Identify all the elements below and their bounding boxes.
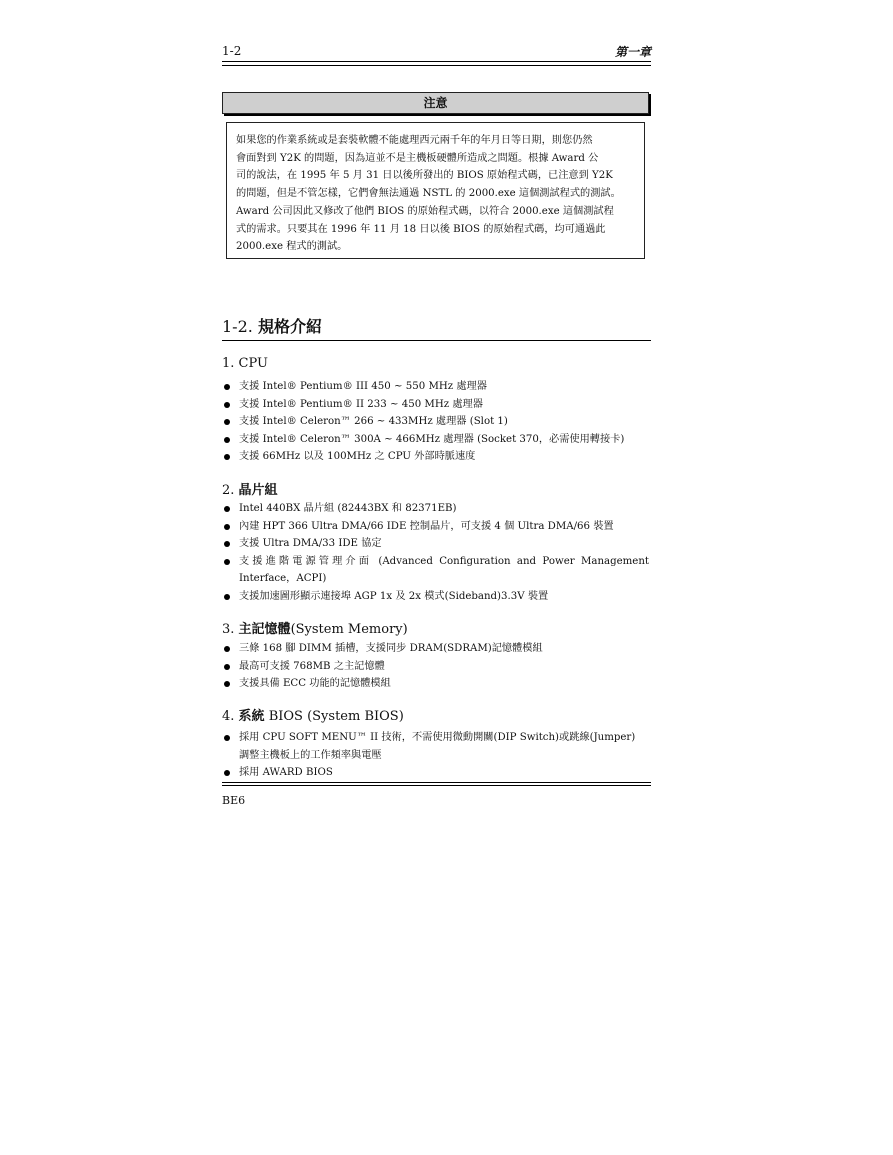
list-item: 支援加速圖形顯示連接埠 AGP 1x 及 2x 模式(Sideband)3.3V 裝置 xyxy=(222,588,649,606)
bullet-icon xyxy=(224,454,230,460)
bullet-icon xyxy=(224,664,230,670)
chapter-label: 第一章 xyxy=(614,45,651,59)
chipset-heading: 2. 晶片組 xyxy=(222,483,278,498)
bullet-icon xyxy=(224,735,230,741)
note-line: 的問題，但是不管怎樣，它們會無法通過 NSTL 的 2000.exe 這個測試程式的測試。 xyxy=(236,188,621,200)
footer-rule xyxy=(222,785,651,786)
bios-heading: 4. 系統 BIOS (System BIOS) xyxy=(222,709,404,724)
header-rule xyxy=(222,61,651,62)
note-line: 式的需求。只要其在 1996 年 11 月 18 日以後 BIOS 的原始程式碼，均可通過此 xyxy=(236,223,606,235)
bullet-icon xyxy=(224,681,230,687)
memory-list xyxy=(222,640,649,693)
memory-heading: 3. 主記憶體(System Memory) xyxy=(222,622,408,637)
bullet-icon xyxy=(224,524,230,530)
list-item: 支援 Intel® Celeron™ 266 ~ 433MHz 處理器 (Slot 1) xyxy=(222,413,649,431)
list-item: 支援 Intel® Pentium® III 450 ~ 550 MHz 處理器 xyxy=(222,378,649,396)
note-box xyxy=(226,122,645,259)
header-rule-thin xyxy=(222,65,651,66)
bullet-icon xyxy=(224,384,230,390)
section-number: 1-2. xyxy=(222,317,253,336)
footer-rule-thin xyxy=(222,782,651,783)
section-rule xyxy=(222,340,651,341)
section-title xyxy=(222,314,322,337)
bios-list xyxy=(222,729,649,782)
section-heading: 規格介紹 xyxy=(257,317,322,336)
bullet-icon xyxy=(224,402,230,408)
list-item: 三條 168 腳 DIMM 插槽，支援同步 DRAM(SDRAM)記憶體模組 xyxy=(222,640,649,658)
bullet-icon xyxy=(224,646,230,652)
list-item: Intel 440BX 晶片組 (82443BX 和 82371EB) xyxy=(222,500,649,518)
list-item: 支援進階電源管理介面 (Advanced Configuration and Power Management Interface，ACPI) xyxy=(222,553,649,588)
bullet-icon xyxy=(224,541,230,547)
list-item: 支援 Ultra DMA/33 IDE 協定 xyxy=(222,535,649,553)
list-item: 採用 CPU SOFT MENU™ II 技術，不需使用微動開關(DIP Switch)或跳線(Jumper) 調整主機板上的工作頻率與電壓 xyxy=(222,729,649,764)
note-line: 會面對到 Y2K 的問題，因為這並不是主機板硬體所造成之問題。根據 Award 公 xyxy=(236,152,599,164)
cpu-heading: 1. CPU xyxy=(222,356,268,371)
list-item: 內建 HPT 366 Ultra DMA/66 IDE 控制晶片，可支援 4 個 Ultra DMA/66 裝置 xyxy=(222,518,649,536)
list-item: 支援 Intel® Pentium® II 233 ~ 450 MHz 處理器 xyxy=(222,396,649,414)
note-title-bar: 注意 xyxy=(222,92,649,114)
list-item: 支援具備 ECC 功能的記憶體模組 xyxy=(222,675,649,693)
cpu-list xyxy=(222,378,649,466)
bullet-icon xyxy=(224,559,230,565)
note-line: 2000.exe 程式的測試。 xyxy=(236,241,348,253)
list-item: 最高可支援 768MB 之主記憶體 xyxy=(222,658,649,676)
bullet-icon xyxy=(224,594,230,600)
footer-label: BE6 xyxy=(222,794,246,807)
chipset-list xyxy=(222,500,649,605)
note-line: 如果您的作業系統或是套裝軟體不能處理西元兩千年的年月日等日期，則您仍然 xyxy=(236,135,593,146)
note-line: 司的說法，在 1995 年 5 月 31 日以後所發出的 BIOS 原始程式碼，已注意到 Y2K xyxy=(236,170,613,182)
list-item: 支援 Intel® Celeron™ 300A ~ 466MHz 處理器 (Socket 370，必需使用轉接卡) xyxy=(222,431,649,449)
bullet-icon xyxy=(224,770,230,776)
bullet-icon xyxy=(224,419,230,425)
bullet-icon xyxy=(224,437,230,443)
list-item: 支援 66MHz 以及 100MHz 之 CPU 外部時脈速度 xyxy=(222,448,649,466)
note-line: Award 公司因此又修改了他們 BIOS 的原始程式碼，以符合 2000.exe 這個測試程 xyxy=(236,205,614,217)
page-number: 1-2 xyxy=(222,44,242,58)
list-item: 採用 AWARD BIOS xyxy=(222,764,649,782)
bullet-icon xyxy=(224,506,230,512)
